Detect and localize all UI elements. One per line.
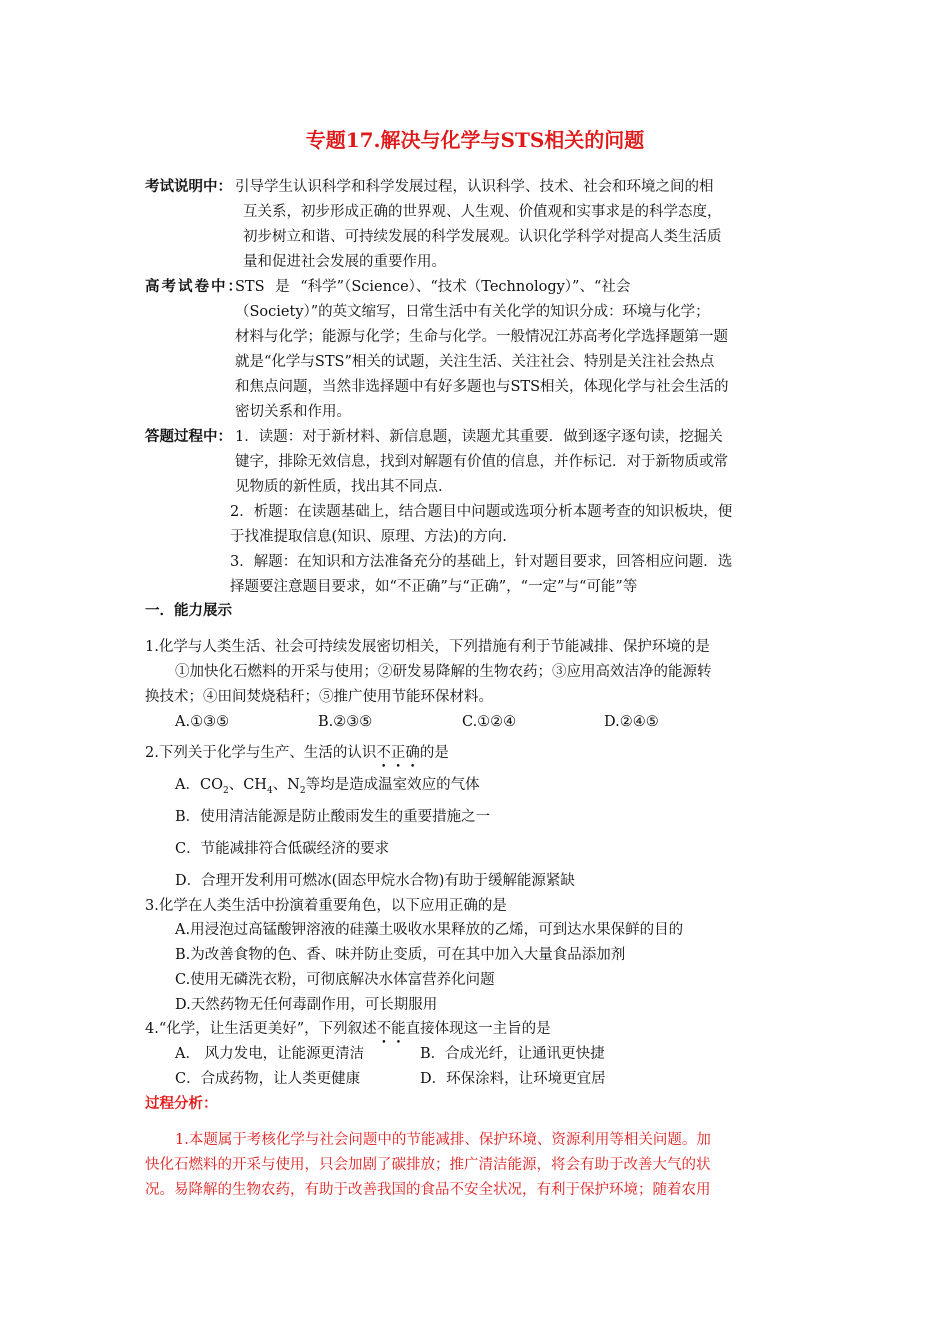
q3-option-d: D.天然药物无任何毒副作用，可长期服用 xyxy=(175,997,438,1013)
analysis-label: 过程分析： xyxy=(145,1095,218,1112)
answer-process-line: 1．读题：对于新材料、新信息题，读题尤其重要．做到逐字逐句读，挖掘关 xyxy=(235,429,723,445)
q4-option-b: B．合成光纤，让通讯更快捷 xyxy=(420,1046,605,1062)
page-title: 专题17.解决与化学与STS相关的问题 xyxy=(305,128,645,152)
answer-process-line: 2．析题：在读题基础上，结合题目中问题或选项分析本题考查的知识板块，便 xyxy=(230,504,733,520)
q4-option-d: D．环保涂料，让环境更宜居 xyxy=(420,1071,606,1087)
exam-paper-line: 和焦点问题，当然非选择题中有好多题也与STS相关，体现化学与社会生活的 xyxy=(235,379,729,395)
q1-stem: 1.化学与人类生活、社会可持续发展密切相关，下列措施有利于节能减排、保护环境的是 xyxy=(145,639,710,655)
answer-process-line: 择题要注意题目要求，如“不正确”与“正确”，“一定”与“可能”等 xyxy=(230,579,638,595)
exam-desc-line: 量和促进社会发展的重要作用。 xyxy=(243,254,446,270)
q4-stem-post: 直接体现这一主旨的是 xyxy=(405,1021,551,1037)
section-heading: 一．能力展示 xyxy=(145,602,232,619)
answer-process-line: 于找准提取信息(知识、原理、方法)的方向. xyxy=(230,529,507,545)
emphasis-mark: 不 xyxy=(376,745,391,761)
q1-option-c: C.①②④ xyxy=(462,714,517,730)
q2-option-a xyxy=(175,775,480,801)
text: 等均是造成温室效应的气体 xyxy=(305,777,480,793)
analysis-line: 快化石燃料的开采与使用，只会加剧了碳排放；推广清洁能源，将会有助于改善大气的状 xyxy=(145,1157,711,1173)
answer-process-line: 键字，排除无效信息，找到对解题有价值的信息，并作标记．对于新物质或常 xyxy=(235,454,728,470)
exam-paper-line: 材料与化学；能源与化学；生命与化学。一般情况江苏高考化学选择题第一题 xyxy=(235,329,728,345)
exam-paper-line: 密切关系和作用。 xyxy=(235,404,351,420)
exam-desc-line: 引导学生认识科学和科学发展过程，认识科学、技术、社会和环境之间的相 xyxy=(235,179,714,195)
analysis-line: 1.本题属于考核化学与社会问题中的节能减排、保护环境、资源利用等相关问题。加 xyxy=(175,1132,711,1148)
q4-option-a: A． 风力发电，让能源更清洁 xyxy=(175,1046,365,1062)
q1-body: ①加快化石燃料的开采与使用；②研发易降解的生物农药；③应用高效洁净的能源转 xyxy=(175,664,712,680)
q3-stem: 3.化学在人类生活中扮演着重要角色，以下应用正确的是 xyxy=(145,898,507,914)
q4-option-c: C．合成药物，让人类更健康 xyxy=(175,1071,361,1087)
emphasis-mark: 确 xyxy=(405,745,420,761)
answer-process-label: 答题过程中： xyxy=(145,428,232,445)
subscript: 2 xyxy=(299,785,306,796)
q3-option-b: B.为改善食物的色、香、味并防止变质，可在其中加入大量食品添加剂 xyxy=(175,947,626,963)
text: 、N xyxy=(272,777,300,793)
exam-paper-line: STS 是 “科学”（Science）、“技术（Technology）”、“社会 xyxy=(235,279,631,295)
answer-process-line: 见物质的新性质，找出其不同点. xyxy=(235,479,443,495)
q2-option-b: B．使用清洁能源是防止酸雨发生的重要措施之一 xyxy=(175,809,491,825)
text: A．CO xyxy=(175,777,223,793)
q1-option-b: B.②③⑤ xyxy=(318,714,373,730)
subscript: 4 xyxy=(266,785,273,796)
analysis-line: 况。易降解的生物农药，有助于改善我国的食品不安全状况，有利于保护环境；随着农用 xyxy=(145,1182,711,1198)
text: 、CH xyxy=(228,777,267,793)
exam-desc-line: 初步树立和谐、可持续发展的科学发展观。认识化学科学对提高人类生活质 xyxy=(243,229,722,245)
exam-desc-label: 考试说明中： xyxy=(145,178,232,195)
exam-paper-line: （Society）”的英文缩写，日常生活中有关化学的知识分成：环境与化学； xyxy=(235,304,710,320)
emphasis-mark: 正 xyxy=(390,745,406,761)
q2-stem-pre: 2.下列关于化学与生产、生活的认识 xyxy=(145,745,377,761)
answer-process-line: 3．解题：在知识和方法准备充分的基础上，针对题目要求，回答相应问题．选 xyxy=(230,554,733,570)
q1-option-d: D.②④⑤ xyxy=(604,714,659,730)
q3-option-c: C.使用无磷洗衣粉，可彻底解决水体富营养化问题 xyxy=(175,972,495,988)
subscript: 2 xyxy=(222,785,229,796)
q2-option-c: C．节能减排符合低碳经济的要求 xyxy=(175,841,390,857)
exam-paper-line: 就是“化学与STS”相关的试题，关注生活、关注社会、特别是关注社会热点 xyxy=(235,354,715,370)
q2-option-d: D．合理开发利用可燃冰(固态甲烷水合物)有助于缓解能源紧缺 xyxy=(175,873,575,889)
exam-desc-line: 互关系，初步形成正确的世界观、人生观、价值观和实事求是的科学态度， xyxy=(243,204,722,220)
q3-option-a: A.用浸泡过高锰酸钾溶液的硅藻土吸收水果释放的乙烯，可到达水果保鲜的目的 xyxy=(175,922,684,938)
exam-paper-label: 高考试卷中： xyxy=(145,278,244,295)
q1-option-a: A.①③⑤ xyxy=(175,714,230,730)
emphasis-mark: 不 xyxy=(376,1021,392,1037)
q4-stem xyxy=(145,1019,551,1039)
q2-stem xyxy=(145,743,449,763)
q2-stem-post: 的是 xyxy=(419,745,449,761)
emphasis-mark: 能 xyxy=(391,1021,406,1037)
q1-body: 换技术；④田间焚烧秸秆；⑤推广使用节能环保材料。 xyxy=(145,689,493,705)
q4-stem-pre: 4.“化学，让生活更美好”，下列叙述 xyxy=(145,1021,377,1037)
